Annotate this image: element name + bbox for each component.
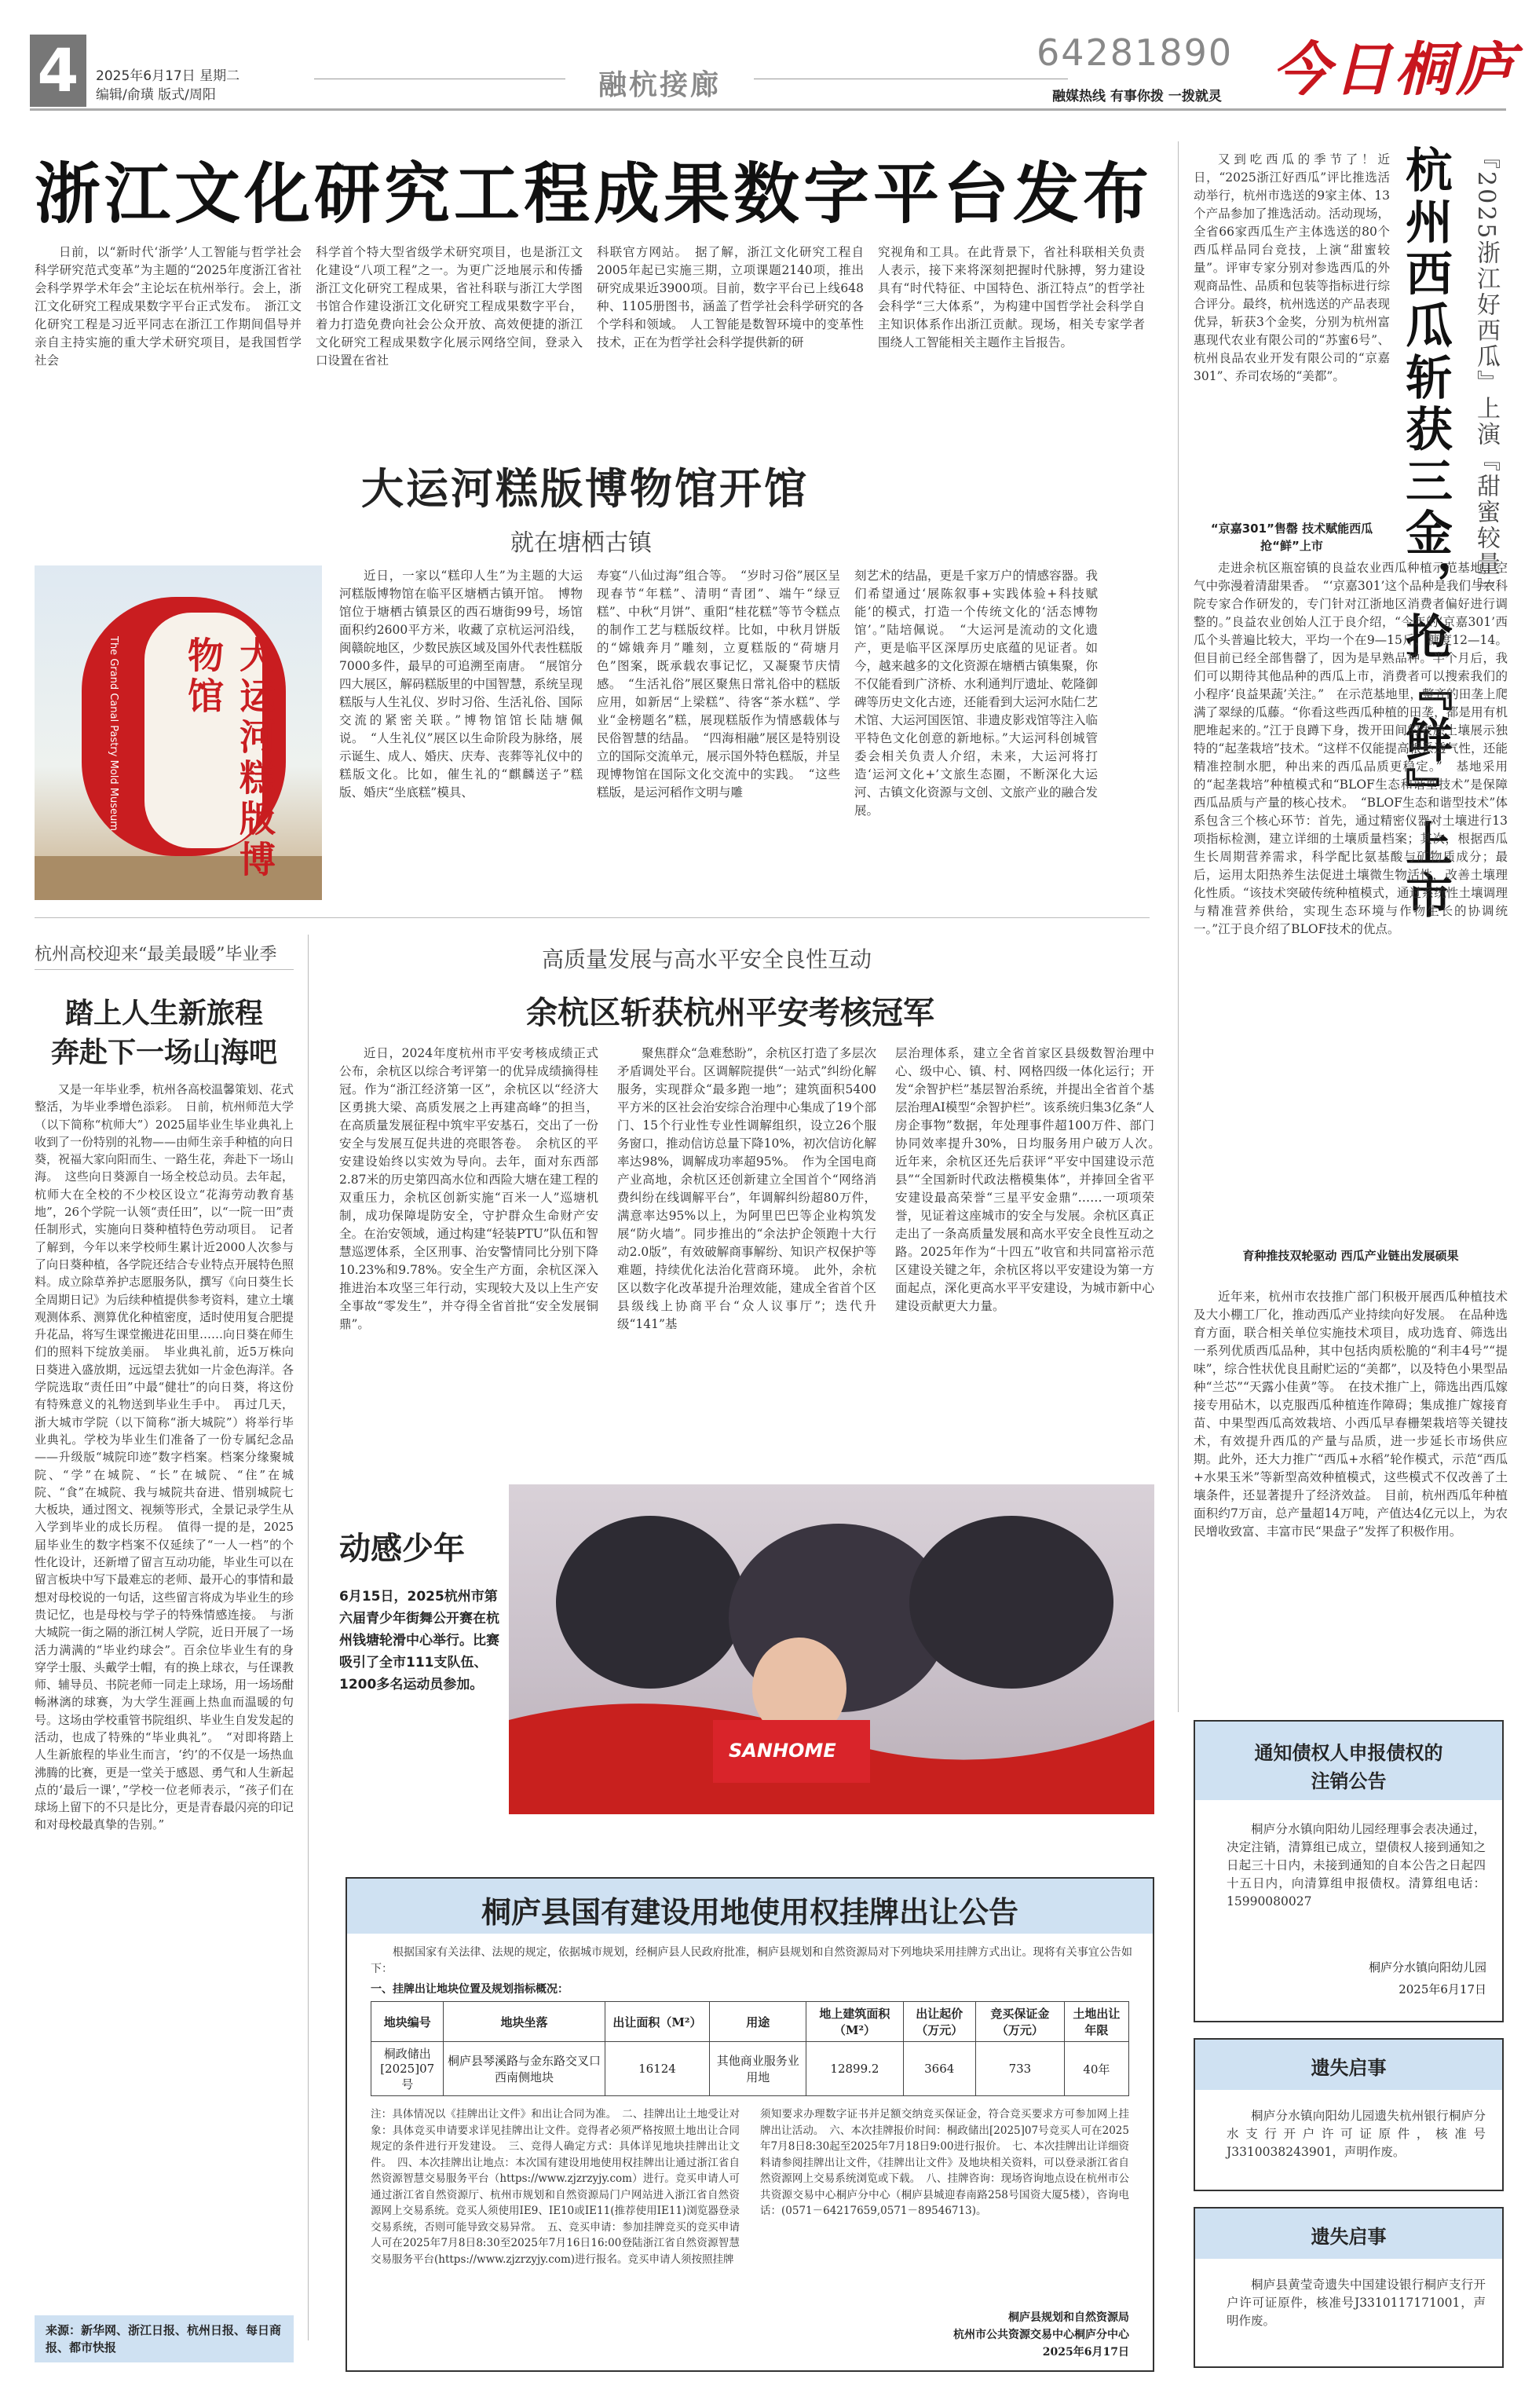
notice-loss-2-text: 桐庐县黄莹奇遗失中国建设银行桐庐支行开户许可证原件，核准号J3310117171001，声明作废。 (1227, 2278, 1486, 2328)
land-th-floor-area: 地上建筑面积（M²） (806, 2002, 903, 2042)
land-date: 2025年6月17日 (1042, 2346, 1129, 2359)
land-terms-left-text: 注：具体情况以《挂牌出让文件》和出让合同为准。 二、挂牌出让土地受让对象：具体竞买申请要求详见挂牌出让文件。竞得者必须严格按照土地出让合同规定的条件进行开发建设。 三、竞得人确定方式：具体详见地块挂牌出让文件。 四、本次挂牌出让地点：本次国有建设用地使用权挂牌出让通过浙江省自然资源智慧交易服务平台（https://www.zjzrzyjy.com）进行。竞买申请人可通过浙江省自然资源厅、杭州市规划和自然资源局门户网站进入浙江省自然资源网上交易系统。竞买人须使用IE9、IE10或IE11(推荐使用IE11)浏览器登录交易系统，否则可能导致交易异常。 五、竞买申请：参加挂牌竞买的竞买申请人可在2025年7月8日8:30至2025年7月16日16:00登陆浙江省自然资源智慧交易服务平台(https://www.zjzrzyjy.com)进行报名。竞买申请人须按照挂牌 (371, 2108, 740, 2266)
land-terms-right (760, 2106, 1129, 2220)
museum-col-1-text: 近日，一家以“糕印人生”为主题的大运河糕版博物馆在临平区塘栖古镇开馆。 博物馆位于塘栖古镇景区的西石塘街99号，场馆面积约2600平方米，收藏了京杭运河沿线，闽赣皖地区，少数民族区域及国外代表性糕版7000多件，最早的可追溯至南唐。 “展馆分四大展区，解码糕版里的中国智慧，系统呈现糕版与人生礼仪、岁时习俗、生活礼俗、国际交流的紧密关联。”博物馆馆长陆塘佩说。 “人生礼仪”展区以生命阶段为脉络，展示诞生、成人、婚庆、庆寿、丧葬等礼仪中的糕版文化。比如，催生礼的“麒麟送子”糕版、婚庆“坐底糕”模具、 (339, 569, 583, 800)
land-table-header-row (371, 2002, 1129, 2042)
editor-credit: 编辑/俞璜 版式/周阳 (96, 87, 216, 103)
land-td-term: 40年 (1064, 2042, 1128, 2096)
melon-sub-1: “京嘉301”售罄 技术赋能西瓜抢“鲜”上市 (1210, 521, 1373, 553)
melon-vertical-label: 『2025浙江好西瓜』上演『甜蜜较量』 (1472, 145, 1500, 604)
museum-col-1 (339, 567, 583, 802)
safety-col-2 (617, 1045, 876, 1334)
land-td-start-price: 3664 (903, 2042, 975, 2096)
safety-kicker: 高质量发展与高水平安全良性互动 (542, 946, 872, 972)
header-tagline: 融媒热线 有事你拨 一拨就灵 (1052, 89, 1222, 104)
land-notice (346, 1877, 1154, 2372)
notice-debt-date: 2025年6月17日 (1399, 1982, 1486, 1996)
land-terms-left (371, 2106, 740, 2267)
land-intro-text: 根据国家有关法律、法规的规定，依据城市规划，经桐庐县人民政府批准，桐庐县规划和自然资源局对下列地块采用挂牌方式出让。现将有关事宜公告如下： (371, 1946, 1132, 1975)
museum-subtitle: 就在塘栖古镇 (510, 529, 652, 557)
main-col-3 (597, 243, 864, 352)
land-th-id: 地块编号 (371, 2002, 444, 2042)
land-th-deposit: 竞买保证金（万元） (975, 2002, 1064, 2042)
notice-debt-title-2: 注销公告 (1311, 1770, 1387, 1792)
melon-body-text: 走进余杭区瓶窑镇的良益农业西瓜种植示范基地，空气中弥漫着清甜果香。 “‘京嘉301’这个品种是我们与农科院专家合作研发的，专门针对江浙地区消费者偏好进行调整的。”良益农业创始人江于良介绍，“今年的‘京嘉301’西瓜个头普遍比较大，平均一个在9—15斤，糖度12—14。但目前已经全部售罄了，因为是早熟品种。半个月后，我们可以期待其他品种的西瓜上市，消费者可以搜索我们的小程序‘良益果蔬’关注。” 在示范基地里，整齐的田垄上爬满了翠绿的瓜藤。“你看这些西瓜种植的田垄，都是用有机肥堆起来的。”江于良蹲下身，拨开田间的表层土壤展示独特的“起垄栽培”技术。“这样不仅能提高根系透气性，还能精准控制水肥，种出来的西瓜品质更稳定。” 基地采用的“起垄栽培”种植模式和“BLOF生态和谐型技术”是保障西瓜品质与产量的核心技术。 “BLOF生态和谐型技术”体系包含三个核心环节：首先，通过精密仪器对土壤进行13项指标检测，建立详细的土壤质量档案；其次，根据西瓜生长周期营养需求，科学配比氨基酸与矿物质成分；最后，运用太阳热养生法促进土壤微生物活性，改善土壤理化性质。“该技术突破传统种植模式，通过系统性土壤调理与精准营养供给，实现生态环境与作物生长的协调统一。”江于良介绍了BLOF技术的优点。 (1194, 561, 1508, 936)
melon-intro-text: 又到吃西瓜的季节了！近日，“2025浙江好西瓜”评比推选活动举行，杭州市选送的9家主体、13个产品参加了推选活动。活动现场，全省66家西瓜生产主体选送的80个西瓜样品同台竞技，上演“甜蜜较量”。评审专家分别对参选西瓜的外观商品性、品质和包装等指标进行综合评分。最终，杭州选送的产品表现优异，斩获3个金奖，分别为杭州富惠现代农业有限公司的“苏蜜6号”、杭州良品农业开发有限公司的“京嘉301”、乔司农场的“美都”。 (1194, 152, 1390, 383)
museum-sign-text: 大运河糕版博物馆 (182, 636, 276, 881)
grad-divider (308, 935, 309, 2340)
dancer-back-left (556, 1516, 744, 1689)
grad-label-rule (35, 969, 294, 970)
grad-title-2: 奔赴下一场山海吧 (50, 1037, 277, 1069)
safety-col-1-text: 近日，2024年度杭州市平安考核成绩正式公布，余杭区以综合考评第一的优异成绩摘得桂冠。作为“浙江经济第一区”，余杭区以“经济大区勇挑大梁、高质发展之上再建高峰”的担当，在高质量发展征程中筑牢平安基石，交出了一份安全与发展互促共进的亮眼答卷。 余杭区的平安建设始终以实效为导向。去年，面对东西部2.87米的历史第四高水位和西险大塘在建工程的双重压力，余杭区创新实施“百米一人”巡塘机制，成功保障堤防安全，守护群众生命财产安全。在治安领域，通过构建“轻装PTU”队伍和智慧巡逻体系，全区刑事、治安警情同比分别下降10.23%和9.78%。安全生产方面，余杭区深入推进治本攻坚三年行动，实现较大及以上生产安全事故“零发生”，并夺得全省首批“安全发展铜鼎”。 (339, 1046, 598, 1331)
land-td-area: 16124 (605, 2042, 709, 2096)
land-terms-right-text: 须知要求办理数字证书并足额交纳竞买保证金，符合竞买要求方可参加网上挂牌出让活动。 六、本次挂牌报价时间：桐政储出[2025]07号竞买人可在2025年7月8日8:30起至2025年7月18日9:00进行报价。 七、本次挂牌出让详细资料请参阅挂牌出让文件，《挂牌出让文件》及地块相关资料，可以登录浙江省自然资源网上交易系统浏览或下载。 八、挂牌咨询：现场咨询地点设在杭州市公共资源交易中心桐庐分中心（桐庐县城迎春南路258号国资大厦5楼），咨询电话：(0571－64217659,0571－89546713)。 (760, 2108, 1129, 2217)
main-headline: 浙江文化研究工程成果数字平台发布 (35, 156, 1154, 232)
main-col-2-text: 科学首个特大型省级学术研究项目，也是浙江文化建设“八项工程”之一。为更广泛地展示和传播浙江文化研究工程成果，省社科联与浙江大学图书馆合作建设浙江文化研究工程成果数字平台，着力打造免费向社会公众开放、高效便捷的浙江文化研究工程成果数字化展示网络空间，登录入口设置在省社 (316, 245, 583, 368)
dance-caption-box (339, 1524, 504, 1767)
main-col-1 (35, 243, 302, 370)
dancer-back-right (909, 1516, 1113, 1689)
notice-debt-body (1227, 1821, 1486, 1911)
melon-divider (1178, 141, 1179, 1712)
notice-debt-text: 桐庐分水镇向阳幼儿园经理事会表决通过，决定注销，清算组已成立，望债权人接到通知之日起三十日内，未接到通知的自本公告之日起四十五日内，向清算组申报债权。清算组电话：15990080027 (1227, 1822, 1486, 1908)
land-sign-2: 杭州市公共资源交易中心桐庐分中心 (953, 2329, 1129, 2341)
dance-shirt-text: SANHOME (729, 1740, 836, 1762)
land-td-deposit: 733 (975, 2042, 1064, 2096)
museum-title: 大运河糕版博物馆开馆 (361, 464, 809, 514)
notice-loss-1-text: 桐庐分水镇向阳幼儿园遗失杭州银行桐庐分水支行开户许可证原件，核准号J3310038243901，声明作废。 (1227, 2109, 1486, 2159)
land-th-term: 土地出让年限 (1064, 2002, 1128, 2042)
melon-vertical-title: 杭州西瓜斩获三金，抢『鲜』上市 (1398, 145, 1453, 923)
safety-col-2-text: 聚焦群众“急难愁盼”，余杭区打造了多层次矛盾调处平台。区调解院提供“一站式”纠纷化解服务，实现群众“最多跑一地”；建筑面积5400平方米的区社会治安综合治理中心集成了19个部门、15个行业性专业性调解组织，设立26个服务窗口，推动信访总量下降10%，初次信访化解率达98%，调解成功率超95%。 作为全国电商产业高地，余杭区还创新建立全国首个“网络消费纠纷在线调解平台”，年调解纠纷超80万件，满意率达95%以上，为阿里巴巴等企业构筑发展“防火墙”。同步推出的“余法护企领跑十大行动2.0版”，有效破解商事解纷、知识产权保护等难题，持续优化法治化营商环境。 此外，余杭区以数字化改革提升治理效能，建成全省首个区县级线上协商平台“众人议事厅”；迭代升级“141”基 (617, 1046, 876, 1331)
safety-col-1 (339, 1045, 598, 1334)
grad-body-text: 又是一年毕业季，杭州各高校温馨策划、花式整活，为毕业季增色添彩。 日前，杭州师范大学（以下简称“杭师大”）2025届毕业生毕业典礼上收到了一份特别的礼物——由师生亲手种植的向日葵，祝福大家向阳而生、一路生花，奔赴下一场山海。 这些向日葵源自一场全校总动员。去年起，杭师大在全校的不少校区设立“花海劳动教育基地”，26个学院一认领“责任田”，以“一院一田”责任制形式，实施向日葵种植特色劳动项目。 记者了解到，今年以来学校师生累计近2000人次参与了向日葵种植，各学院还结合专业特点开展特色照料。成立除草养护志愿服务队，撰写《向日葵生长全周期日记》为后续种植提供参考资料，建立土壤观测体系、测算优化种植密度，适时使用复合肥提升花品，将写生课堂搬进花田里……向日葵在师生们的照料下绽放美丽。 毕业典礼前，近5万株向日葵进入盛放期，远远望去犹如一片金色海洋。各学院选取“责任田”中最“健壮”的向日葵，将这份有特殊意义的礼物送到毕业生手中。 再过几天，浙大城市学院（以下简称“浙大城院”）将举行毕业典礼。学校为毕业生们准备了一份专属纪念品——升级版“城院印迹”数字档案。档案分缘聚城院、“学”在城院、“长”在城院、“住”在城院、“食”在城院、我与城院共奋进、惜别城院七大板块，通过图文、视频等形式，全景记录学生从入学到毕业的成长历程。 值得一提的是，2025届毕业生的数字档案不仅延续了“一人一档”的个性化设计，还新增了留言互动功能，毕业生可以在留言板块中写下最难忘的老师、最开心的事情和最想对母校说的一句话，这些留言将成为毕业生的珍贵记忆，也是母校与学子的特殊情感连接。 与浙大城院一街之隔的浙江树人学院，近日开展了一场活力满满的“毕业约球会”。百余位毕业生有的身穿学士服、头戴学士帽，有的换上球衣，与任课教师、辅导员、书院老师一同走上球场，用一场场酣畅淋漓的球赛，为大学生涯画上热血而温暖的句号。这场由学校重管书院组织、毕业生自发发起的活动，也成了特殊的“毕业典礼”。 “对即将踏上人生新旅程的毕业生而言，‘约’的不仅是一场热血沸腾的比赛，更是一堂关于感恩、勇气和人生新起点的‘最后一课’，”学校一位老师表示，“孩子们在球场上留下的不只是比分，更是青春最闪亮的印记和对母校最真挚的告别。” (35, 1082, 294, 1832)
museum-col-3-text: 刻艺术的结晶，更是千家万户的情感容器。我们希望通过‘展陈叙事+实践体验+科技赋能’的模式，打造一个传统文化的‘活态博物馆’。”陆培佩说。 “大运河是流动的文化遗产，更是临平区深厚历史底蕴的见证者。如今，越来越多的文化资源在塘栖古镇集聚，你不仅能看到广济桥、水利通判厅遗址、乾隆御碑等历史文化古迹，还能看到大运河水陆仁艺术馆、大运河国医馆、非遗皮影戏馆等注入临平特色文化创意的新地标。”大运河科创城管委会相关负责人介绍，未来，大运河将打造‘运河文化+’文旅生态圈，不断深化大运河、古镇文化资源与文创、文旅产业的融合发展。 (854, 569, 1099, 818)
melon-sub-2: 育种推技双轮驱动 西瓜产业链出发展硕果 (1242, 1249, 1459, 1263)
melon-body (1194, 559, 1508, 939)
main-col-4 (878, 243, 1145, 352)
safety-col-3 (895, 1045, 1167, 1316)
notice-loss-1-body (1227, 2107, 1486, 2161)
grad-body (35, 1081, 294, 1834)
land-title: 桐庐县国有建设用地使用权挂牌出让公告 (481, 1895, 1018, 1930)
land-td-floor-area: 12899.2 (806, 2042, 903, 2096)
land-td-id: 桐政储出[2025]07号 (371, 2042, 444, 2096)
land-table (371, 2001, 1129, 2096)
notice-loss-1-title: 遗失启事 (1311, 2057, 1387, 2079)
land-th-location: 地块坐落 (444, 2002, 605, 2042)
notice-loss-2-title: 遗失启事 (1311, 2226, 1387, 2248)
main-col-4-text: 究视角和工具。在此背景下，省社科联相关负责人表示，接下来将深刻把握时代脉搏，努力建设具有“时代特征、中国特色、浙江特点”的哲学社会科学“三大体系”，为构建中国哲学社会科学自主知识体系作出浙江贡献。现场，相关专家学者围绕人工智能相关主题作主旨报告。 (878, 245, 1145, 349)
notice-debt-sign: 桐庐分水镇向阳幼儿园 (1368, 1960, 1486, 1974)
header (0, 0, 1532, 105)
grad-label: 杭州高校迎来“最美最暖”毕业季 (35, 945, 277, 964)
melon-intro (1194, 151, 1390, 386)
dance-photo-art (509, 1484, 1154, 1814)
paper-name-logo: 今日桐庐 (1272, 36, 1517, 104)
land-intro (371, 1945, 1132, 1978)
museum-col-2 (597, 567, 840, 802)
header-rule (30, 108, 1506, 111)
museum-sign-english: The Grand Canal Pastry Mold Museum (108, 636, 119, 831)
issue-date: 2025年6月17日 星期二 (96, 68, 240, 84)
melon-tail (1194, 1288, 1508, 1541)
dance-title: 动感少年 (339, 1531, 465, 1567)
section-title: 融杭接廊 (565, 63, 754, 103)
dance-photo (509, 1484, 1154, 1814)
land-th-area: 出让面积（M²） (605, 2002, 709, 2042)
melon-tail-text: 近年来，杭州市农技推广部门积极开展西瓜种植技术及大小棚工厂化，推动西瓜产业持续向好发展。 在品种选育方面，联合相关单位实施技术项目，成功选育、筛选出一系列优质西瓜品种，其中包括肉质松脆的“利丰4号”“提味”，综合性状优良且耐贮运的“美都”，以及特色小果型品种“兰芯”“天露小佳黄”等。 在技术推广上，筛选出西瓜嫁接专用砧木，以克服西瓜种植连作障碍；集成推广嫁接育苗、中果型西瓜高效栽培、小西瓜早春栅架栽培等关键技术，有效提升西瓜的产量与品质，进一步延长市场供应期。此外，还大力推广“西瓜+水稻”轮作模式，示范“西瓜+水果玉米”等新型高效种植模式，这些模式不仅改善了土壤条件，还显著提升了经济效益。 目前，杭州西瓜年种植面积约7万亩，总产量超14万吨，产值达4亿元以上，为农民增收致富、丰富市民“果盘子”发挥了积极作用。 (1194, 1290, 1508, 1539)
land-td-location: 桐庐县琴溪路与金东路交叉口西南侧地块 (444, 2042, 605, 2096)
museum-col-3 (854, 567, 1098, 820)
museum-col-2-text: 寿宴“八仙过海”组合等。 “岁时习俗”展区呈现春节“年糕”、清明“青团”、端午“绿豆糕”、中秋“月饼”、重阳“桂花糕”等节令糕点的制作工艺与糕版纹样。比如，中秋月饼版的“嫦娥奔月”雕刻，立夏糕版的“荷塘月色”图案，既承载农事记忆，又凝聚节庆情感。 “生活礼俗”展区聚焦日常礼俗中的糕版应用，如新居“上梁糕”、待客“茶水糕”、学业“金榜题名”糕，展现糕版作为情感载体与民俗智慧的结晶。 “四海相融”展区是特别设立的国际交流单元，展示国外特色糕版，并呈现博物馆在国际文化交流中的实践。 “这些糕版，是运河稻作文明与雕 (597, 569, 841, 800)
land-td-use: 其他商业服务业用地 (710, 2042, 806, 2096)
land-th-use: 用途 (710, 2002, 806, 2042)
notice-loss-2 (1194, 2207, 1504, 2368)
grad-title-1: 踏上人生新旅程 (64, 997, 263, 1030)
museum-photo (35, 565, 322, 900)
main-col-2 (316, 243, 583, 370)
land-sign-1: 桐庐县规划和自然资源局 (1008, 2311, 1129, 2324)
table-row (371, 2042, 1129, 2096)
notice-loss-1 (1194, 2038, 1504, 2191)
dance-caption: 6月15日，2025杭州市第六届青少年街舞公开赛在杭州钱塘轮滑中心举行。比赛吸引了全市111支队伍、1200多名运动员参加。 (339, 1589, 499, 1693)
land-th-start-price: 出让起价（万元） (903, 2002, 975, 2042)
notice-debt (1194, 1720, 1504, 2022)
footer-source: 来源：新华网、浙江日报、杭州日报、每日商报、都市快报 (35, 2315, 294, 2362)
museum-bottom-rule (35, 917, 1150, 918)
hotline-number: 64281890 (1037, 31, 1234, 74)
notice-loss-2-body (1227, 2276, 1486, 2330)
main-col-1-text: 日前，以“新时代‘浙学’人工智能与哲学社会科学研究范式变革”为主题的“2025年度浙江省社会科学界学术年会”主论坛在杭州举行。会上，浙江文化研究工程成果数字平台正式发布。 浙江文化研究工程是习近平同志在浙江工作期间倡导并亲自主持实施的重大学术研究项目，是我国哲学社会 (35, 245, 302, 368)
safety-title: 余杭区斩获杭州平安考核冠军 (526, 995, 934, 1031)
land-table-caption: 一、挂牌出让地块位置及规划指标概况： (371, 1983, 569, 1996)
safety-col-3-text: 层治理体系，建立全省首家区县级数智治理中心、级中心、镇、村、网格四级一体化运行；开发“余智护栏”基层智治系统，并提出全省首个基层治理AI模型“余智护栏”。该系统归集3亿条“人房企事物”数据，年处理事件超100万件、部门协同效率提升30%，日均服务用户破万人次。 近年来，余杭区还先后获评“平安中国建设示范县”“全国新时代政法楷模集体”，并捧回全省平安建设最高荣誉“三星平安金鼎”……一项项荣誉，见证着这座城市的安全与发展。余杭区真正走出了一条高质量发展和高水平安全良性互动之路。2025年作为“十四五”收官和共同富裕示范区建设关键之年，余杭区将以平安建设为第一方面起点，深化更高水平平安建设，为城市新中心建设贡献更大力量。 (895, 1046, 1167, 1313)
notice-debt-title-1: 通知债权人申报债权的 (1254, 1742, 1443, 1764)
main-col-3-text: 科联官方网站。 据了解，浙江文化研究工程自2005年起已实施三期，立项课题2140项，推出研究成果近3900项。目前，数字平台已上线648种、1105册图书，涵盖了哲学社会科学研究的各个学科和领域。 人工智能是数智环境中的变革性技术，正在为哲学社会科学提供新的研 (597, 245, 864, 349)
page-number: 4 (30, 35, 86, 107)
